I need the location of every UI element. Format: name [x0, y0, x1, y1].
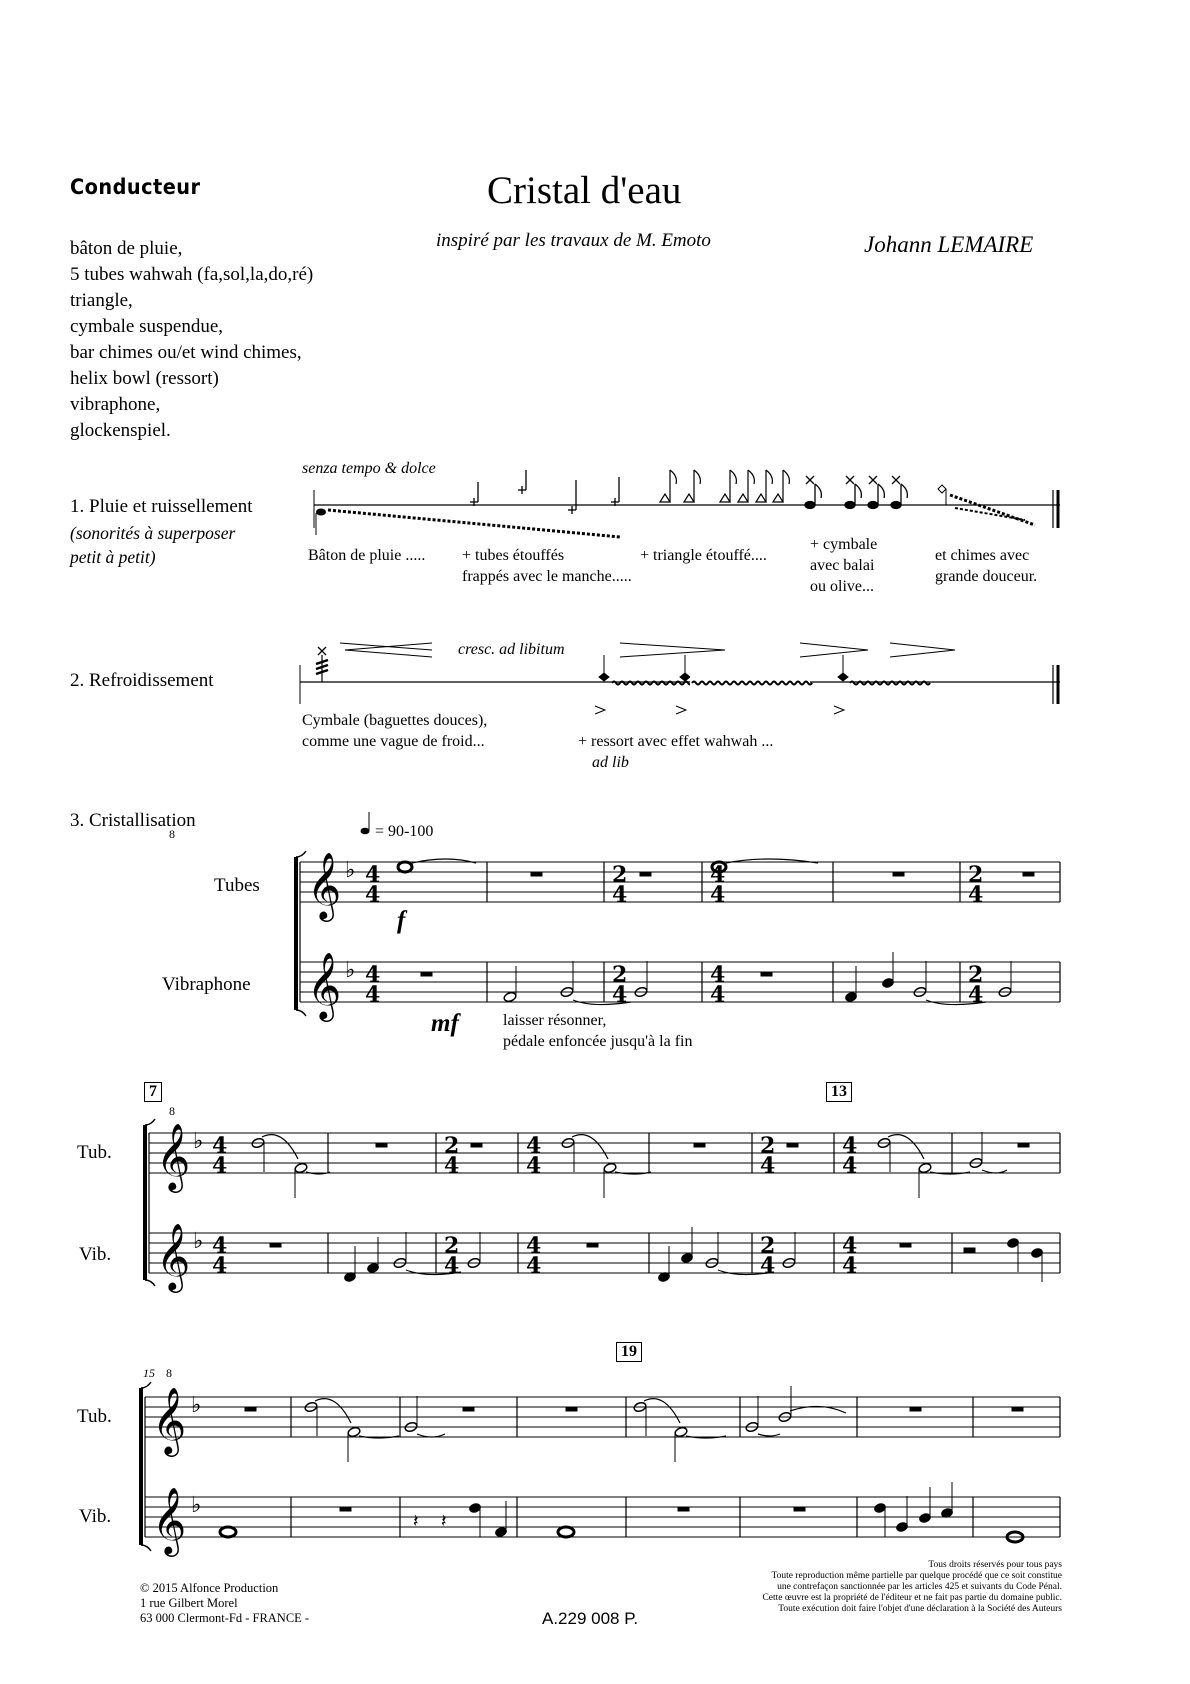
composer: Johann LEMAIRE — [864, 232, 1034, 257]
octave-mark: 8 — [169, 1104, 175, 1118]
svg-text:4: 4 — [842, 1153, 858, 1179]
svg-text:4: 4 — [842, 1253, 858, 1279]
inst-tubes-label: Tubes — [214, 875, 260, 896]
trill-line — [328, 510, 620, 537]
octave-mark: 8 — [166, 1366, 172, 1380]
notes-system-3 — [220, 1386, 1023, 1542]
treble-clef-icon: 𝄞 — [152, 1486, 187, 1554]
s1-staff — [314, 470, 1060, 537]
part-label: Conducteur — [70, 175, 201, 199]
svg-text:4: 4 — [526, 1253, 542, 1279]
svg-text:2: 2 — [968, 862, 984, 888]
svg-text:2: 2 — [760, 1233, 776, 1259]
instrument-item: triangle, — [70, 290, 133, 311]
svg-text:2: 2 — [612, 962, 628, 988]
svg-text:4: 4 — [365, 882, 381, 908]
svg-text:2: 2 — [968, 962, 984, 988]
system-2 — [145, 1119, 1060, 1286]
triangle-notes — [660, 470, 789, 502]
system-3 — [141, 1382, 1060, 1551]
time-signatures — [212, 862, 983, 1279]
svg-text:4: 4 — [212, 1233, 228, 1259]
treble-clef-icon: 𝄞 — [156, 1222, 191, 1290]
treble-clef-icon: 𝄞 — [156, 1122, 191, 1190]
instrument-item: 5 tubes wahwah (fa,sol,la,do,ré) — [70, 264, 314, 285]
svg-text:2: 2 — [612, 862, 628, 888]
instrument-item: bâton de pluie, — [70, 238, 183, 259]
cue-line: ou olive... — [810, 578, 874, 595]
cue-line: grande douceur. — [935, 568, 1038, 585]
catalog-number: A.229 008 P. — [542, 1609, 639, 1628]
inst-vib-label-2: Vib. — [79, 1244, 112, 1265]
rights-line: une contrefaçon sanctionnée par les articles 425 et suivants du Code Pénal. — [777, 1582, 1062, 1592]
cue-line: comme une vague de froid... — [302, 733, 485, 750]
svg-text:4: 4 — [212, 1133, 228, 1159]
treble-clef-icon: 𝄞 — [152, 1386, 187, 1454]
rights-line: Toute reproduction même partielle par quelque procédé que ce soit constitue — [771, 1571, 1062, 1581]
perf-line: pédale enfoncée jusqu'à la fin — [503, 1033, 693, 1050]
treble-clef-icon: 𝄞 — [307, 951, 342, 1019]
treble-clef-icon: 𝄞 — [307, 851, 342, 919]
svg-text:4: 4 — [365, 982, 381, 1008]
inst-vibraphone-label: Vibraphone — [162, 974, 251, 995]
s1-tempo: senza tempo & dolce — [302, 460, 436, 477]
svg-text:4: 4 — [526, 1233, 542, 1259]
s3-title: 3. Cristallisation — [70, 810, 196, 831]
svg-text:4: 4 — [212, 1153, 228, 1179]
instrument-item: cymbale suspendue, — [70, 316, 224, 337]
inst-vib-label-3: Vib. — [79, 1506, 112, 1527]
s2-cue-spring: + ressort avec effet wahwah ... — [578, 733, 774, 750]
svg-text:4: 4 — [365, 962, 381, 988]
quarter-rest-icon: 𝄽 — [441, 1511, 447, 1532]
s2-dynamic: cresc. ad libitum — [458, 641, 565, 658]
flat-icon: ♭ — [191, 1493, 202, 1518]
svg-text:2: 2 — [444, 1133, 460, 1159]
s3-tempo: = 90-100 — [375, 823, 434, 840]
clefs-and-signatures — [152, 851, 355, 1557]
svg-text:4: 4 — [444, 1253, 460, 1279]
octave-mark: 8 — [169, 827, 175, 841]
instrument-item: bar chimes ou/et wind chimes, — [70, 342, 302, 363]
svg-text:2: 2 — [444, 1233, 460, 1259]
s1-note-line: petit à petit) — [70, 547, 156, 567]
s1-cue-triangle: + triangle étouffé.... — [640, 547, 767, 564]
copyright-line: 63 000 Clermont-Fd - FRANCE - — [140, 1611, 310, 1625]
rights-line: Cette œuvre est la propriété de l'éditeur et ne fait pas partie du domaine public. — [762, 1593, 1062, 1603]
copyright-line: © 2015 Alfonce Production — [140, 1581, 279, 1595]
svg-text:4: 4 — [968, 982, 984, 1008]
svg-text:4: 4 — [968, 882, 984, 908]
svg-text:4: 4 — [612, 982, 628, 1008]
svg-text:4: 4 — [612, 882, 628, 908]
svg-text:4: 4 — [526, 1133, 542, 1159]
flat-icon: ♭ — [345, 858, 356, 883]
inst-tub-label-3: Tub. — [77, 1406, 112, 1427]
quarter-rest-icon: 𝄽 — [413, 1511, 419, 1532]
flat-icon: ♭ — [193, 1129, 204, 1154]
svg-text:4: 4 — [710, 862, 726, 888]
svg-text:4: 4 — [710, 882, 726, 908]
svg-text:4: 4 — [212, 1253, 228, 1279]
svg-text:4: 4 — [842, 1133, 858, 1159]
svg-text:4: 4 — [526, 1153, 542, 1179]
cue-line: + cymbale — [810, 536, 878, 553]
s1-title: 1. Pluie et ruissellement — [70, 496, 253, 517]
rehearsal-mark-19: 19 — [616, 1342, 642, 1362]
cue-line: Cymbale (baguettes douces), — [302, 712, 488, 729]
s1-note-line: (sonorités à superposer — [70, 523, 236, 543]
svg-text:4: 4 — [710, 962, 726, 988]
bar-number-15: 15 — [143, 1366, 155, 1380]
svg-text:4: 4 — [760, 1253, 776, 1279]
svg-text:4: 4 — [842, 1233, 858, 1259]
svg-text:4: 4 — [444, 1153, 460, 1179]
rights-line: Tous droits réservés pour tous pays — [928, 1560, 1062, 1570]
subtitle: inspiré par les travaux de M. Emoto — [436, 230, 711, 251]
flat-icon: ♭ — [345, 958, 356, 983]
cue-line: + tubes étouffés — [462, 547, 565, 564]
hairpins — [340, 643, 955, 657]
inst-tub-label-2: Tub. — [77, 1142, 112, 1163]
page-title: Cristal d'eau — [487, 169, 682, 212]
s1-cue-rainstick: Bâton de pluie ..... — [308, 547, 426, 564]
cue-line: et chimes avec — [935, 547, 1030, 564]
cymbal-notes — [805, 476, 907, 509]
dynamic-f: f — [397, 907, 406, 934]
system-1 — [296, 851, 1060, 1016]
rainstick-note — [316, 509, 326, 516]
s2-staff — [300, 643, 1060, 714]
cue-line: avec balai — [810, 557, 875, 574]
perf-line: laisser résonner, — [503, 1012, 607, 1029]
svg-text:4: 4 — [760, 1153, 776, 1179]
rehearsal-mark-7: 7 — [144, 1082, 162, 1102]
svg-text:4: 4 — [365, 862, 381, 888]
instrument-item: vibraphone, — [70, 394, 161, 415]
dynamic-mf: mf — [431, 1010, 459, 1037]
rights-line: Toute exécution doit faire l'objet d'une déclaration à la Société des Auteurs — [778, 1604, 1062, 1614]
rehearsal-mark-13: 13 — [826, 1082, 852, 1102]
instrument-item: glockenspiel. — [70, 420, 171, 441]
svg-text:2: 2 — [760, 1133, 776, 1159]
notes-system-2 — [251, 1132, 1044, 1283]
s2-title: 2. Refroidissement — [70, 670, 214, 691]
instrument-item: helix bowl (ressort) — [70, 368, 219, 389]
s2-cue-adlib: ad lib — [592, 754, 629, 771]
flat-icon: ♭ — [193, 1229, 204, 1254]
flat-icon: ♭ — [191, 1393, 202, 1418]
svg-text:4: 4 — [710, 982, 726, 1008]
copyright-line: 1 rue Gilbert Morel — [140, 1596, 238, 1610]
tempo-note-icon — [361, 828, 370, 835]
cue-line: frappés avec le manche..... — [462, 568, 632, 585]
